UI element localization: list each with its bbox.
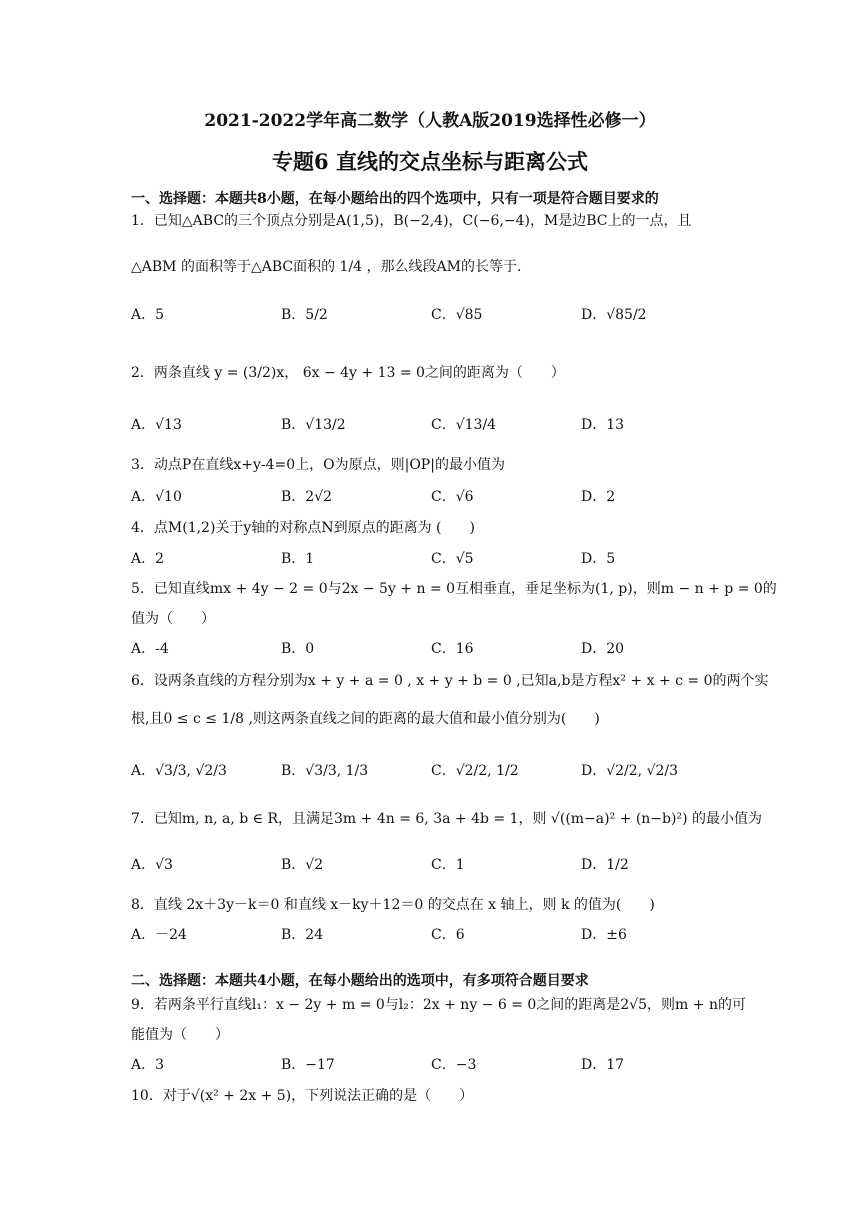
question-7-line-1: 7．已知m, n, a, b ∈ R，且满足3m + 4n = 6, 3a + 4b = 1，则 √((m−a)² + (n−b)²) 的最小值为 (131, 811, 762, 827)
question-9-line-2: 能值为（ ） (131, 1027, 229, 1043)
section-heading-1: 一、选择题：本题共8小题，在每小题给出的四个选项中，只有一项是符合题目要求的 (131, 191, 659, 207)
question-2-option-d: D．13 (581, 417, 625, 433)
question-9-option-a: A．3 (131, 1057, 165, 1073)
question-8-option-c: C．6 (431, 927, 465, 943)
question-6-option-d: D．√2/2, √2/3 (581, 763, 679, 779)
question-9-option-b: B．−17 (281, 1057, 335, 1073)
question-4-option-a: A．2 (131, 551, 165, 567)
question-1-line-2: △ABM 的面积等于△ABC面积的 1/4 ，那么线段AM的长等于. (131, 259, 522, 275)
question-6-option-c: C．√2/2, 1/2 (431, 763, 519, 779)
question-8-option-b: B．24 (281, 927, 324, 943)
question-4-option-c: C．√5 (431, 551, 474, 567)
question-6-line-1: 6．设两条直线的方程分别为x + y + a = 0 , x + y + b = 0 ,已知a,b是方程x² + x + c = 0的两个实 (131, 673, 769, 689)
question-8-option-a: A．－24 (131, 927, 187, 943)
question-8-line-1: 8．直线 2x＋3y－k＝0 和直线 x－ky＋12＝0 的交点在 x 轴上，则 k 的值为( ) (131, 897, 655, 913)
question-2-option-c: C．√13/4 (431, 417, 497, 433)
question-1-option-d: D．√85/2 (581, 307, 647, 323)
question-9-option-d: D．17 (581, 1057, 625, 1073)
question-3-option-b: B．2√2 (281, 489, 333, 505)
document-subtitle: 专题6 直线的交点坐标与距离公式 (272, 149, 588, 174)
question-6-option-b: B．√3/3, 1/3 (281, 763, 369, 779)
question-9-line-1: 9．若两条平行直线l₁：x − 2y + m = 0与l₂：2x + ny − 6 = 0之间的距离是2√5，则m + n的可 (131, 997, 746, 1013)
question-1-option-c: C．√85 (431, 307, 483, 323)
question-3-option-a: A．√10 (131, 489, 182, 505)
question-5-option-a: A．-4 (131, 641, 169, 657)
question-3-line-1: 3．动点P在直线x+y-4=0上，O为原点，则|OP|的最小值为 (131, 457, 505, 473)
question-2-option-b: B．√13/2 (281, 417, 346, 433)
question-4-line-1: 4．点M(1,2)关于y轴的对称点N到原点的距离为 ( ) (131, 520, 475, 536)
question-2-line-1: 2．两条直线 y = (3/2)x， 6x − 4y + 13 = 0之间的距离为（ ） (131, 365, 565, 381)
question-5-line-2: 值为（ ） (131, 611, 215, 627)
question-9-option-c: C．−3 (431, 1057, 477, 1073)
question-7-option-c: C．1 (431, 857, 465, 873)
document-title: 2021-2022学年高二数学（人教A版2019选择性必修一） (204, 111, 656, 131)
question-7-option-a: A．√3 (131, 857, 173, 873)
question-7-option-b: B．√2 (281, 857, 324, 873)
question-1-option-b: B．5/2 (281, 307, 328, 323)
question-5-option-d: D．20 (581, 641, 625, 657)
question-4-option-b: B．1 (281, 551, 315, 567)
question-2-option-a: A．√13 (131, 417, 182, 433)
question-5-line-1: 5．已知直线mx + 4y − 2 = 0与2x − 5y + n = 0互相垂直，垂足坐标为(1, p)，则m − n + p = 0的 (131, 581, 777, 597)
question-4-option-d: D．5 (581, 551, 616, 567)
question-1-option-a: A．5 (131, 307, 165, 323)
question-1-line-1: 1．已知△ABC的三个顶点分别是A(1,5)，B(−2,4)，C(−6,−4)，M是边BC上的一点，且 (131, 213, 692, 229)
question-7-option-d: D．1/2 (581, 857, 629, 873)
question-5-option-b: B．0 (281, 641, 315, 657)
question-3-option-d: D．2 (581, 489, 616, 505)
question-10-line-1: 10．对于√(x² + 2x + 5)，下列说法正确的是（ ） (131, 1088, 474, 1104)
question-6-option-a: A．√3/3, √2/3 (131, 763, 227, 779)
question-8-option-d: D．±6 (581, 927, 627, 943)
question-5-option-c: C．16 (431, 641, 474, 657)
question-3-option-c: C．√6 (431, 489, 474, 505)
section-heading-2: 二、选择题：本题共4小题，在每小题给出的选项中，有多项符合题目要求 (131, 973, 589, 989)
question-6-line-2: 根,且0 ≤ c ≤ 1/8 ,则这两条直线之间的距离的最大值和最小值分别为( ) (131, 711, 600, 727)
